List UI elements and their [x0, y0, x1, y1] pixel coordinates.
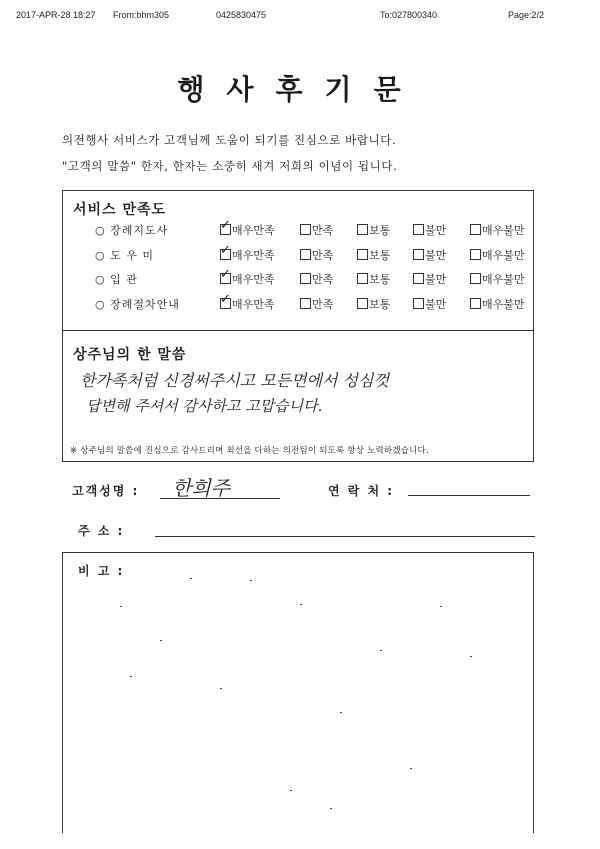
address-underline — [155, 536, 535, 537]
scan-speck — [300, 604, 302, 605]
comment-line-1: 한가족처럼 신경써주시고 모든면에서 성심껏 — [80, 371, 389, 390]
satisfaction-option[interactable] — [413, 247, 446, 263]
checkbox[interactable] — [300, 298, 311, 309]
satisfaction-option-label: 만족 — [312, 298, 334, 311]
satisfaction-option[interactable] — [220, 243, 275, 263]
scan-speck — [250, 580, 252, 581]
checkmark-icon: ✓ — [220, 243, 231, 258]
satisfaction-option-label: 만족 — [312, 273, 334, 286]
scan-speck — [190, 578, 192, 579]
checkbox[interactable] — [357, 298, 368, 309]
satisfaction-option-label: 매우만족 — [232, 249, 275, 262]
satisfaction-option[interactable] — [220, 218, 275, 238]
name-underline — [160, 498, 280, 499]
satisfaction-option-label: 보통 — [369, 273, 391, 286]
checkbox[interactable] — [413, 224, 424, 235]
satisfaction-row — [95, 292, 535, 314]
page-title: 행사후기문 — [177, 73, 423, 106]
satisfaction-option[interactable] — [220, 292, 275, 312]
satisfaction-option-label: 불만 — [425, 298, 447, 311]
scan-speck — [160, 640, 162, 641]
satisfaction-option-label: 보통 — [369, 298, 391, 311]
checkbox[interactable] — [413, 249, 424, 260]
fax-to: To:027800340 — [380, 10, 438, 20]
section-divider — [63, 330, 533, 331]
satisfaction-row — [95, 243, 535, 265]
scan-speck — [290, 790, 292, 791]
address-label: 주 소 : — [78, 524, 125, 538]
satisfaction-row — [95, 267, 535, 289]
scan-speck — [380, 650, 382, 651]
checkbox[interactable] — [220, 267, 231, 284]
satisfaction-option-label: 불만 — [425, 273, 447, 286]
satisfaction-option[interactable] — [357, 271, 390, 287]
remarks-box — [62, 552, 534, 833]
contact-underline — [408, 495, 530, 496]
scan-speck — [410, 768, 412, 769]
satisfaction-option-label: 불만 — [425, 249, 447, 262]
satisfaction-row-label: ○ 장례절차안내 — [95, 298, 180, 311]
satisfaction-option-label: 만족 — [312, 224, 334, 237]
checkbox[interactable] — [220, 218, 231, 235]
satisfaction-option[interactable] — [470, 247, 525, 263]
satisfaction-option[interactable] — [220, 267, 275, 287]
satisfaction-option-label: 매우불만 — [482, 298, 525, 311]
satisfaction-row — [95, 218, 535, 240]
satisfaction-option-label: 매우불만 — [482, 249, 525, 262]
scan-speck — [340, 712, 342, 713]
scan-speck — [220, 688, 222, 689]
satisfaction-option-label: 매우만족 — [232, 273, 275, 286]
fax-datetime: 2017-APR-28 18:27 — [16, 10, 96, 20]
satisfaction-option[interactable] — [357, 247, 390, 263]
satisfaction-option[interactable] — [470, 271, 525, 287]
scan-speck — [330, 808, 332, 809]
checkbox[interactable] — [300, 249, 311, 260]
comments-title: 상주님의 한 말씀 — [73, 347, 187, 363]
checkbox[interactable] — [357, 249, 368, 260]
satisfaction-row-label: ○ 입 관 — [95, 273, 138, 286]
satisfaction-row-label: ○ 장례지도사 — [95, 224, 169, 237]
satisfaction-option[interactable] — [413, 222, 446, 238]
fax-from: From:bhm305 — [113, 10, 170, 20]
customer-name-label: 고객성명 : — [72, 484, 140, 498]
satisfaction-option[interactable] — [470, 222, 525, 238]
satisfaction-title: 서비스 만족도 — [73, 202, 167, 218]
comment-line-2: 답변해 주셔서 감사하고 고맙습니다. — [86, 397, 323, 415]
checkbox[interactable] — [470, 249, 481, 260]
satisfaction-option-label: 매우만족 — [232, 224, 275, 237]
scan-speck — [470, 656, 472, 657]
fax-number: 0425830475 — [216, 10, 267, 20]
checkmark-icon: ✓ — [220, 292, 231, 307]
checkbox[interactable] — [413, 273, 424, 284]
checkbox[interactable] — [220, 243, 231, 260]
checkbox[interactable] — [470, 273, 481, 284]
checkmark-icon: ✓ — [220, 218, 231, 233]
remarks-label: 비 고 : — [78, 564, 125, 578]
satisfaction-option[interactable] — [300, 296, 333, 312]
satisfaction-option[interactable] — [470, 296, 525, 312]
satisfaction-option-label: 보통 — [369, 224, 391, 237]
checkmark-icon: ✓ — [220, 267, 231, 282]
checkbox[interactable] — [357, 273, 368, 284]
satisfaction-option-label: 매우만족 — [232, 298, 275, 311]
satisfaction-option-label: 만족 — [312, 249, 334, 262]
satisfaction-option[interactable] — [413, 271, 446, 287]
customer-name-value: 한희주 — [172, 476, 230, 500]
satisfaction-option[interactable] — [300, 247, 333, 263]
satisfaction-option-label: 불만 — [425, 224, 447, 237]
satisfaction-option-label: 보통 — [369, 249, 391, 262]
satisfaction-option[interactable] — [357, 296, 390, 312]
checkbox[interactable] — [470, 224, 481, 235]
checkbox[interactable] — [357, 224, 368, 235]
scan-speck — [120, 606, 122, 607]
checkbox[interactable] — [470, 298, 481, 309]
satisfaction-row-label: ○ 도 우 미 — [95, 249, 154, 262]
satisfaction-option[interactable] — [300, 271, 333, 287]
satisfaction-option-label: 매우불만 — [482, 224, 525, 237]
scan-speck — [130, 676, 132, 677]
intro-line-2: "고객의 말씀" 한자, 한자는 소중히 새겨 저희의 이념이 됩니다. — [62, 159, 398, 173]
scan-speck — [440, 606, 442, 607]
fax-page: Page:2/2 — [508, 10, 545, 20]
satisfaction-option[interactable] — [300, 222, 333, 238]
checkbox[interactable] — [300, 224, 311, 235]
satisfaction-option-label: 매우불만 — [482, 273, 525, 286]
satisfaction-option[interactable] — [357, 222, 390, 238]
intro-line-1: 의전행사 서비스가 고객님께 도움이 되기를 진심으로 바랍니다. — [62, 133, 397, 147]
checkbox[interactable] — [220, 292, 231, 309]
comments-note: ※ 상주님의 말씀에 진심으로 감사드리며 최선을 다하는 의전팀이 되도록 항상 노력하겠습니다. — [70, 446, 429, 456]
checkbox[interactable] — [413, 298, 424, 309]
satisfaction-option[interactable] — [413, 296, 446, 312]
checkbox[interactable] — [300, 273, 311, 284]
contact-label: 연 락 처 : — [328, 484, 395, 498]
